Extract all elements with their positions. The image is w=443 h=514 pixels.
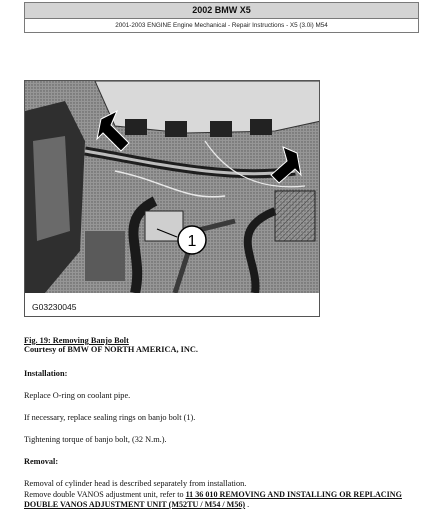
installation-heading: Installation: xyxy=(24,369,68,378)
vanos-instruction xyxy=(24,490,424,510)
step-sealing-rings: If necessary, replace sealing rings on banjo bolt (1). xyxy=(24,413,196,422)
removal-heading: Removal: xyxy=(24,457,59,466)
vanos-reference-link[interactable]: 11 36 010 REMOVING AND INSTALLING OR REPLACING DOUBLE VANOS ADJUSTMENT UNIT (M52TU / M54 / M56) xyxy=(24,490,402,509)
step-torque: Tightening torque of banjo bolt, (32 N.m.). xyxy=(24,435,167,444)
document-title: 2002 BMW X5 xyxy=(25,3,418,19)
document-header xyxy=(24,2,419,33)
document-subtitle: 2001-2003 ENGINE Engine Mechanical - Repair Instructions - X5 (3.0i) M54 xyxy=(25,19,418,32)
engine-figure xyxy=(24,80,320,317)
callout-number: 1 xyxy=(187,233,197,250)
engine-photo-illustration xyxy=(25,81,320,317)
figure-id: G03230045 xyxy=(32,302,77,312)
removal-note: Removal of cylinder head is described separately from installation. xyxy=(24,479,247,488)
figure-caption-credit: Courtesy of BMW OF NORTH AMERICA, INC. xyxy=(24,345,198,354)
vanos-suffix: . xyxy=(245,500,250,509)
vanos-prefix: Remove double VANOS adjustment unit, refer to xyxy=(24,490,186,499)
figure-caption-title: Fig. 19: Removing Banjo Bolt xyxy=(24,336,129,345)
step-replace-oring: Replace O-ring on coolant pipe. xyxy=(24,391,131,400)
